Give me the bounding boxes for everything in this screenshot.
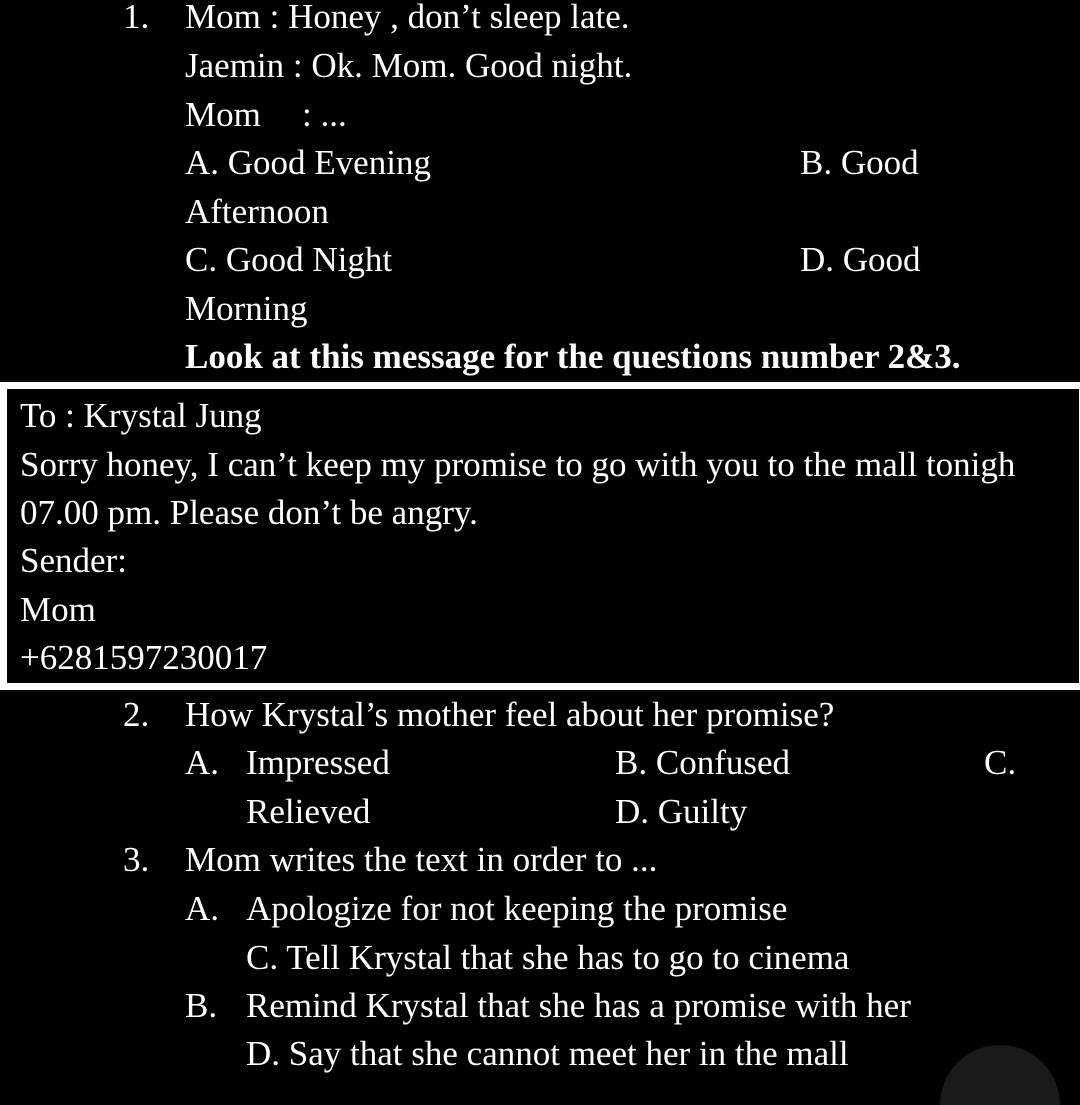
q2-question: How Krystal’s mother feel about her promise?	[185, 695, 835, 734]
q1-dialogue-blank: : ...	[302, 95, 347, 134]
q1-dialogue-speaker-3: Mom	[185, 95, 261, 134]
corner-overlay-shape	[940, 1045, 1060, 1105]
q2-option-a: Impressed	[246, 743, 390, 782]
message-body-line-1: Sorry honey, I can’t keep my promise to go with you to the mall tonigh	[20, 445, 1016, 484]
q3-option-d: D. Say that she cannot meet her in the mall	[246, 1034, 849, 1073]
q3-option-a: Apologize for not keeping the promise	[246, 889, 788, 928]
q2-option-c: Relieved	[246, 792, 371, 831]
q3-number: 3.	[123, 840, 150, 879]
q1-number: 1.	[123, 0, 150, 36]
q1-option-b: B. Good	[800, 143, 919, 182]
q2-option-d: D. Guilty	[615, 792, 748, 831]
q3-option-a-letter: A.	[185, 889, 220, 928]
q2-option-a-letter: A.	[185, 743, 220, 782]
message-to: To : Krystal Jung	[20, 396, 262, 435]
q3-question: Mom writes the text in order to ...	[185, 840, 658, 879]
q2-option-b: B. Confused	[615, 743, 790, 782]
message-body-line-2: 07.00 pm. Please don’t be angry.	[20, 493, 478, 532]
q3-option-c: C. Tell Krystal that she has to go to cinema	[246, 938, 850, 977]
q3-option-b: Remind Krystal that she has a promise with her	[246, 986, 911, 1025]
q1-option-c: C. Good Night	[185, 240, 393, 279]
q3-option-b-letter: B.	[185, 986, 218, 1025]
instruction-text: Look at this message for the questions number 2&3.	[185, 337, 961, 376]
message-sender-name: Mom	[20, 590, 96, 629]
message-box	[0, 382, 1080, 690]
q1-option-a: A. Good Evening	[185, 143, 431, 182]
q1-dialogue-line-1: Mom : Honey , don’t sleep late.	[185, 0, 630, 36]
q1-option-d-wrap: Morning	[185, 289, 308, 328]
q2-option-c-letter: C.	[984, 743, 1017, 782]
message-sender-phone: +6281597230017	[20, 638, 268, 677]
q2-number: 2.	[123, 695, 150, 734]
q1-option-b-wrap: Afternoon	[185, 192, 329, 231]
message-sender-label: Sender:	[20, 541, 127, 580]
q1-option-d: D. Good	[800, 240, 921, 279]
q1-dialogue-line-2: Jaemin : Ok. Mom. Good night.	[185, 46, 633, 85]
